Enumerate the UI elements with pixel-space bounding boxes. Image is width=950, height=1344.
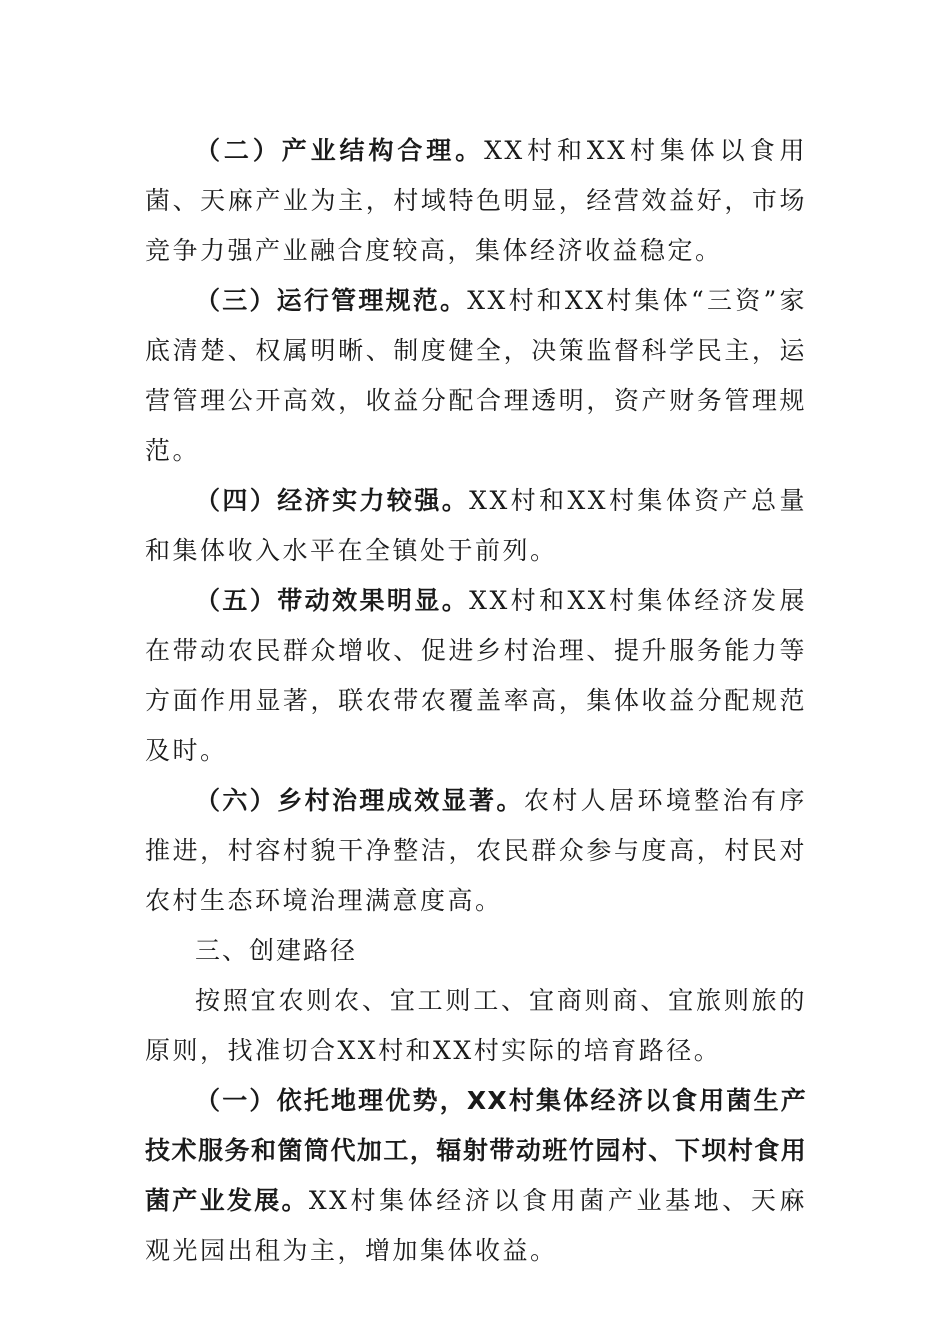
paragraph-lead: （二）产业结构合理。	[195, 136, 485, 165]
paragraph-text: XX村和XX村集体“三资”家底清楚、权属明晰、制度健全，决策监督科学民主，运营管理公开高效，收益分配合理透明，资产财务管理规范。	[145, 286, 807, 465]
paragraph-geographic-advantage	[145, 1076, 807, 1276]
paragraph-text: 农村人居环境整治有序推进，村容村貌干净整洁，农民群众参与度高，村民对农村生态环境治理满意度高。	[145, 786, 807, 915]
section-intro: 按照宜农则农、宜工则工、宜商则商、宜旅则旅的原则，找准切合XX村和XX村实际的培育路径。	[145, 986, 807, 1065]
paragraph-management	[145, 276, 807, 476]
paragraph-text: XX村集体经济以食用菌产业基地、天麻观光园出租为主，增加集体收益。	[145, 1186, 808, 1265]
section-heading: 三、创建路径	[195, 936, 358, 965]
paragraph-text: XX村和XX村集体以食用菌、天麻产业为主，村域特色明显，经营效益好，市场竞争力强产业融合度较高，集体经济收益稳定。	[145, 136, 807, 265]
paragraph-lead: （四）经济实力较强。	[195, 486, 470, 515]
paragraph-rural-governance	[145, 776, 807, 926]
paragraph-lead: （五）带动效果明显。	[195, 586, 470, 615]
paragraph-text: XX村和XX村集体资产总量和集体收入水平在全镇处于前列。	[145, 486, 807, 565]
paragraph-driving-effect	[145, 576, 807, 776]
paragraph-lead: （六）乡村治理成效显著。	[195, 786, 524, 815]
document-body	[145, 126, 807, 1276]
paragraph-industry-structure	[145, 126, 807, 276]
paragraph-lead: （三）运行管理规范。	[195, 286, 468, 315]
paragraph-bold-lead: （一）依托地理优势，XX村集体经济以食用菌生产技术服务和箘筒代加工，辐射带动班竹园村、下坝村食用菌产业发展。	[145, 1086, 807, 1215]
paragraph-economic-strength	[145, 476, 807, 576]
paragraph-text: XX村和XX村集体经济发展在带动农民群众增收、促进乡村治理、提升服务能力等方面作用显著，联农带农覆盖率高，集体收益分配规范及时。	[145, 586, 807, 765]
